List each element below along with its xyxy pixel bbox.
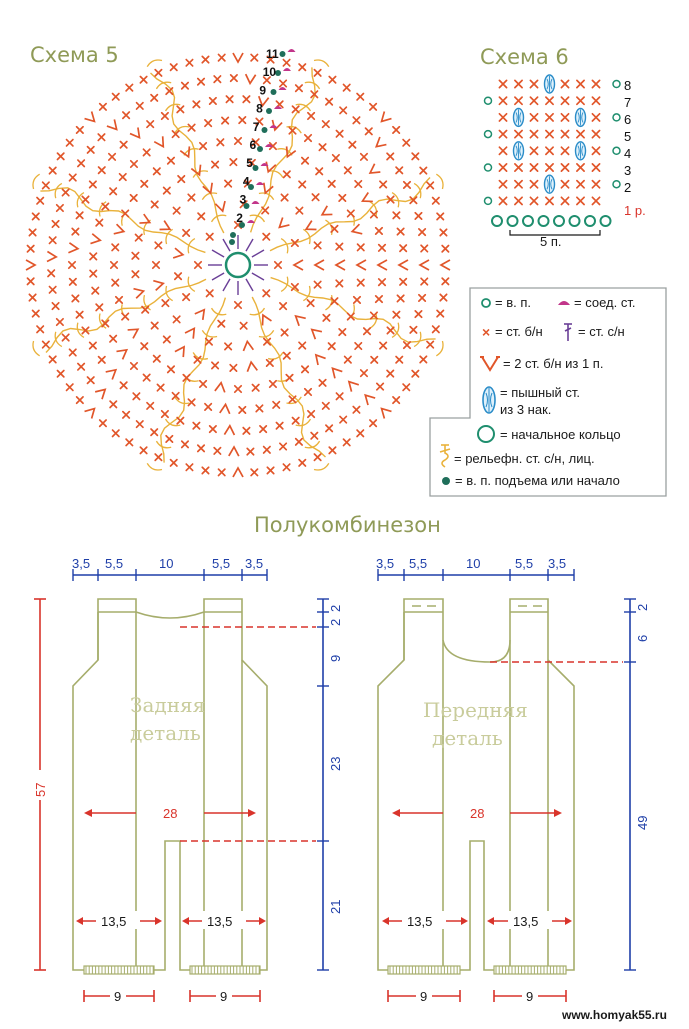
front-side-dim-2: 6: [635, 634, 650, 642]
legend-puff-text-1: = пышный ст.: [500, 385, 581, 400]
back-top-dimension: [72, 556, 267, 581]
scheme6-row-number: 8: [624, 78, 632, 93]
front-side-dim-1: 2: [635, 603, 650, 611]
back-top-dim-5: 3,5: [245, 556, 264, 571]
back-side-dim-1: 2: [328, 604, 343, 612]
scheme5-row-number: 3: [239, 192, 247, 207]
back-side-dim-4: 23: [328, 756, 343, 771]
front-cuff-ribbing: [388, 966, 566, 974]
front-top-dim-1: 3,5: [376, 556, 395, 571]
back-piece: [32, 556, 343, 1004]
back-cuff-right-label: 9: [220, 989, 228, 1004]
scheme6-row-number: 3: [624, 163, 632, 178]
front-side-dimension: [624, 599, 650, 970]
back-side-dimension: [317, 599, 343, 970]
scheme5-row-number: 6: [249, 138, 257, 152]
front-width-label: 28: [470, 806, 485, 821]
scheme5-row-number: 8: [256, 101, 263, 116]
scheme5-row-number: 9: [259, 83, 267, 98]
scheme5-row-number: 11: [266, 47, 279, 61]
scheme6-first-row-label: 1 р.: [624, 203, 646, 218]
legend-slst-text: = соед. ст.: [574, 295, 636, 310]
legend-sc2-text: = 2 ст. б/н из 1 п.: [503, 356, 604, 371]
scheme5-row-number: 2: [236, 210, 243, 225]
scheme5-diagram: [26, 43, 450, 477]
scheme5-row-number: 10: [262, 65, 277, 80]
back-side-dim-5: 21: [328, 899, 343, 914]
back-top-dim-2: 5,5: [105, 556, 124, 571]
front-label-2: деталь: [432, 726, 503, 750]
start-chain-icon: [442, 477, 450, 485]
legend-sc-text: = ст. б/н: [495, 324, 543, 339]
scheme5-row-number: 5: [246, 156, 253, 171]
back-top-dim-1: 3,5: [72, 556, 91, 571]
front-width-dimension: [392, 806, 562, 821]
back-leg-width-right-label: 13,5: [207, 914, 233, 929]
front-top-dim-3: 10: [466, 556, 481, 571]
back-leg-width-right: [182, 911, 266, 929]
relief-stitch-icon: [440, 445, 450, 467]
front-side-dim-3: 49: [635, 815, 650, 830]
back-side-dim-2: 2: [328, 618, 343, 626]
back-label-1: Задняя: [130, 693, 206, 717]
slip-stitch-icon: [558, 301, 570, 305]
double-crochet-icon: [564, 324, 572, 341]
back-width-label: 28: [163, 806, 178, 821]
scheme5-stitch-marks: [26, 49, 450, 477]
back-top-dim-3: 10: [159, 556, 174, 571]
back-cuff-dim-left: [84, 988, 154, 1004]
back-cuff-dim-right: [190, 988, 260, 1004]
scheme6-row-number: 5: [624, 129, 632, 144]
front-leg-width-right: [487, 911, 572, 929]
back-width-dimension: [84, 806, 256, 821]
back-cuff-ribbing: [84, 966, 260, 974]
front-label-1: Передняя: [423, 698, 528, 722]
scheme6-row-number: 4: [624, 146, 632, 161]
scheme5-row-number: 7: [252, 119, 260, 134]
front-top-dim-2: 5,5: [409, 556, 428, 571]
magic-ring-icon: [226, 253, 250, 277]
front-top-dim-5: 3,5: [548, 556, 567, 571]
scheme6-stitch-grid: [485, 75, 621, 226]
back-leg-width-left-label: 13,5: [101, 914, 127, 929]
legend-dc-text: = ст. с/н: [578, 324, 625, 339]
legend-ch-text: = в. п.: [495, 295, 531, 310]
legend-start-text: = в. п. подъема или начало: [455, 473, 620, 488]
scheme5-row-number: 4: [242, 174, 250, 189]
legend-puff-text-2: из 3 нак.: [500, 402, 552, 417]
scheme6-diagram: [480, 45, 646, 249]
scheme6-row-number: 2: [624, 180, 632, 195]
front-leg-width-left: [382, 911, 468, 929]
front-cuff-left-label: 9: [420, 989, 428, 1004]
scheme6-row-number: 6: [624, 112, 632, 127]
legend-ring-text: = начальное кольцо: [500, 427, 621, 442]
chain-stitch-icon: [482, 299, 490, 307]
two-sc-in-one-icon: [480, 357, 500, 370]
front-leg-width-right-label: 13,5: [513, 914, 539, 929]
front-cuff-dim-left: [388, 988, 460, 1004]
back-label-2: деталь: [130, 721, 201, 745]
legend-relief-text: = рельефн. ст. с/н, лиц.: [454, 451, 595, 466]
scheme6-title: Схема 6: [480, 45, 569, 69]
back-cuff-left-label: 9: [114, 989, 122, 1004]
front-cuff-dim-right: [494, 988, 566, 1004]
back-total-height-label: 57: [33, 782, 48, 797]
back-total-height-dimension: [32, 599, 48, 970]
magic-ring-legend-icon: [478, 426, 494, 442]
front-top-dimension: [376, 556, 574, 581]
front-leg-width-left-label: 13,5: [407, 914, 433, 929]
scheme6-repeat-label: 5 п.: [540, 234, 562, 249]
front-top-dim-4: 5,5: [515, 556, 534, 571]
puff-stitch-icon: [483, 387, 495, 413]
legend: [430, 288, 666, 496]
front-piece: [376, 556, 650, 1004]
watermark: www.homyak55.ru: [562, 1008, 667, 1022]
single-crochet-icon: ×: [482, 324, 491, 340]
front-cuff-right-label: 9: [526, 989, 534, 1004]
scheme5-title: Схема 5: [30, 43, 119, 67]
back-top-dim-4: 5,5: [212, 556, 231, 571]
back-side-dim-3: 9: [328, 654, 343, 662]
back-leg-width-left: [76, 911, 162, 929]
scheme6-row-numbers: [624, 78, 631, 195]
pattern-title: Полукомбинезон: [254, 513, 441, 537]
scheme6-row-number: 7: [624, 95, 632, 110]
